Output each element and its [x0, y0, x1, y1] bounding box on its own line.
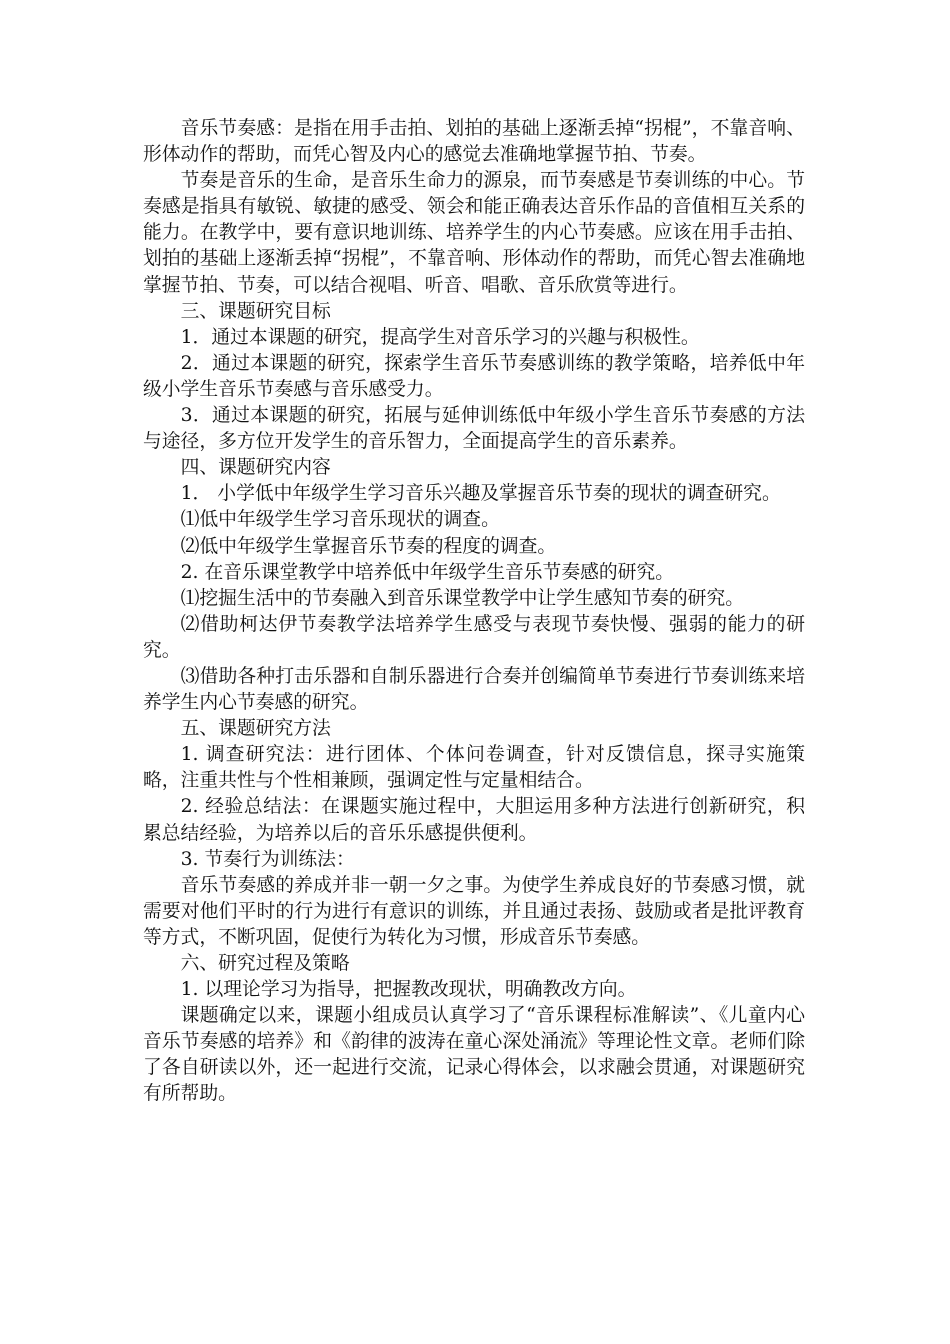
content-subitem-2-2: ⑵借助柯达伊节奏教学法培养学生感受与表现节奏快慢、强弱的能力的研究。	[143, 613, 805, 661]
content-item-1: 1． 小学低中年级学生学习音乐兴趣及掌握音乐节奏的现状的调查研究。	[180, 483, 781, 505]
section-heading-goals: 三、课题研究目标	[180, 300, 331, 322]
document-page	[143, 116, 805, 1108]
goal-item-3: 3．通过本课题的研究，拓展与延伸训练低中年级小学生音乐节奏感的方法与途径，多方位开发学生的音乐智力，全面提高学生的音乐素养。	[143, 405, 805, 453]
content-subitem-1-2: ⑵低中年级学生掌握音乐节奏的程度的调查。	[180, 535, 557, 557]
process-item-1-body: 课题确定以来，课题小组成员认真学习了“音乐课程标准解读”、《儿童内心音乐节奏感的培养》和《韵律的波涛在童心深处涌流》等理论性文章。老师们除了各自研读以外，还一起进行交流，记录心得体会，以求融会贯通，对课题研究有所帮助。	[143, 1005, 805, 1105]
section-heading-process: 六、研究过程及策略	[180, 953, 350, 974]
paragraph-rhythm-life: 节奏是音乐的生命，是音乐生命力的源泉，而节奏感是节奏训练的中心。节奏感是指具有敏锐、敏捷的感受、领会和能正确表达音乐作品的音值相互关系的能力。在教学中，要有意识地训练、培养学生的内心节奏感。应该在用手击拍、划拍的基础上逐渐丢掉“拐棍”，不靠音响、形体动作的帮助，而凭心智去准确地掌握节拍、节奏，可以结合视唱、听音、唱歌、音乐欣赏等进行。	[143, 170, 805, 296]
method-item-3: 3. 节奏行为训练法：	[180, 848, 355, 870]
goal-item-2: 2．通过本课题的研究，探索学生音乐节奏感训练的教学策略，培养低中年级小学生音乐节奏感与音乐感受力。	[143, 352, 805, 400]
content-item-2: 2. 在音乐课堂教学中培养低中年级学生音乐节奏感的研究。	[180, 561, 675, 583]
paragraph-definition-rhythm-sense: 音乐节奏感：是指在用手击拍、划拍的基础上逐渐丢掉“拐棍”，不靠音响、形体动作的帮助，而凭心智及内心的感觉去准确地掌握节拍、节奏。	[143, 118, 805, 166]
section-heading-methods: 五、课题研究方法	[180, 718, 331, 740]
section-heading-content: 四、课题研究内容	[180, 457, 331, 479]
goal-item-1: 1．通过本课题的研究，提高学生对音乐学习的兴趣与积极性。	[180, 326, 700, 348]
content-subitem-2-3: ⑶借助各种打击乐器和自制乐器进行合奏并创编简单节奏进行节奏训练来培养学生内心节奏感的研究。	[143, 665, 805, 714]
content-subitem-1-1: ⑴低中年级学生学习音乐现状的调查。	[180, 509, 500, 531]
method-item-2: 2. 经验总结法：在课题实施过程中，大胆运用多种方法进行创新研究，积累总结经验，为培养以后的音乐乐感提供便利。	[143, 796, 805, 844]
content-subitem-2-1: ⑴挖掘生活中的节奏融入到音乐课堂教学中让学生感知节奏的研究。	[180, 587, 745, 609]
method-item-1: 1. 调查研究法：进行团体、个体问卷调查，针对反馈信息，探寻实施策略，注重共性与个性相兼顾，强调定性与定量相结合。	[143, 744, 805, 792]
method-item-3-body: 音乐节奏感的养成并非一朝一夕之事。为使学生养成良好的节奏感习惯，就需要对他们平时的行为进行有意识的训练，并且通过表扬、鼓励或者是批评教育等方式，不断巩固，促使行为转化为习惯，形成音乐节奏感。	[143, 874, 805, 948]
process-item-1: 1. 以理论学习为指导，把握教改现状，明确教改方向。	[180, 979, 637, 1001]
